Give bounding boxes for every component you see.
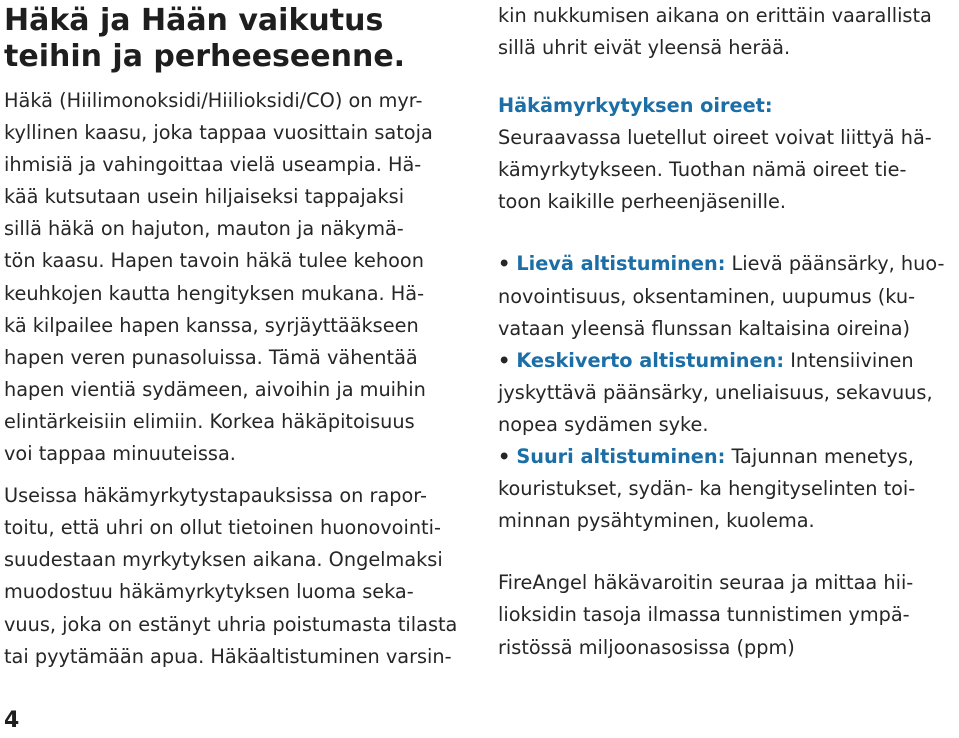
text-line: keuhkojen kautta hengityksen mukana. Hä- bbox=[4, 281, 425, 305]
symptom-label: Keskiverto altistuminen: bbox=[516, 348, 785, 372]
text-line: sillä uhrit eivät yleensä herää. bbox=[498, 36, 791, 60]
text-line: novointisuus, oksentaminen, uupumus (ku- bbox=[498, 284, 916, 308]
text-line: jyskyttävä päänsärky, uneliaisuus, sekavuus, bbox=[498, 380, 933, 404]
text-line: suudestaan myrkytyksen aikana. Ongelmaksi bbox=[4, 548, 443, 572]
list-item-severe bbox=[498, 441, 956, 473]
list-item-medium bbox=[498, 345, 956, 377]
text-line: Useissa häkämyrkytystapauksissa on rapor- bbox=[4, 484, 427, 508]
text-line: kää kutsutaan usein hiljaiseksi tappajaksi bbox=[4, 185, 405, 209]
symptom-text: Intensiivinen bbox=[784, 348, 914, 372]
fireangel-paragraph bbox=[498, 567, 956, 663]
text-line: toitu, että uhri on ollut tietoinen huonovointi- bbox=[4, 516, 441, 540]
symptom-text: Tajunnan menetys, bbox=[725, 445, 914, 469]
text-line: tön kaasu. Hapen tavoin häkä tulee kehoon bbox=[4, 249, 424, 273]
symptom-list bbox=[498, 248, 956, 537]
bullet-icon: • bbox=[498, 252, 511, 276]
symptoms-section bbox=[498, 90, 956, 218]
text-line: voi tappaa minuuteissa. bbox=[4, 442, 236, 466]
text-line: FireAngel häkävaroitin seuraa ja mittaa hii- bbox=[498, 571, 914, 595]
heading-line: teihin ja perheeseenne. bbox=[4, 39, 406, 74]
list-item-mild bbox=[498, 248, 956, 280]
text-line: lioksidin tasoja ilmassa tunnistimen ympä- bbox=[498, 603, 910, 627]
text-line: sillä häkä on hajuton, mauton ja näkymä- bbox=[4, 217, 404, 241]
text-line: kin nukkumisen aikana on erittäin vaarallista bbox=[498, 4, 932, 27]
right-column bbox=[498, 0, 956, 664]
text-line: kämyrkytykseen. Tuothan nämä oireet tie- bbox=[498, 158, 907, 182]
symptom-label: Suuri altistuminen: bbox=[516, 445, 726, 469]
bullet-icon: • bbox=[498, 348, 511, 372]
text-line: kouristukset, sydän- ka hengityselinten toi- bbox=[498, 477, 916, 501]
page-heading bbox=[4, 0, 474, 75]
text-line: vataan yleensä flunssan kaltaisina oireina) bbox=[498, 316, 911, 340]
symptom-text: Lievä päänsärky, huo- bbox=[725, 252, 945, 276]
text-line: elintärkeisiin elimiin. Korkea häkäpitoisuus bbox=[4, 409, 415, 433]
text-line: tai pyytämään apua. Häkäaltistuminen varsin- bbox=[4, 644, 452, 668]
text-line: vuus, joka on estänyt uhria poistumasta tilasta bbox=[4, 612, 458, 636]
symptoms-title: Häkämyrkytyksen oireet: bbox=[498, 94, 773, 118]
page-number: 4 bbox=[4, 708, 20, 733]
symptom-label: Lievä altistuminen: bbox=[516, 252, 726, 276]
text-line: ristössä miljoonasosissa (ppm) bbox=[498, 635, 795, 659]
intro-paragraph bbox=[4, 85, 474, 470]
second-paragraph bbox=[4, 480, 474, 673]
text-line: Seuraavassa luetellut oireet voivat liittyä hä- bbox=[498, 126, 932, 150]
left-column bbox=[4, 0, 474, 673]
text-line: toon kaikille perheenjäsenille. bbox=[498, 190, 786, 214]
text-line: nopea sydämen syke. bbox=[498, 412, 709, 436]
text-line: Häkä (Hiilimonoksidi/Hiilioksidi/CO) on myr- bbox=[4, 89, 423, 112]
text-line: kä kilpailee hapen kanssa, syrjäyttääkseen bbox=[4, 313, 419, 337]
text-line: kyllinen kaasu, joka tappaa vuosittain satoja bbox=[4, 121, 433, 145]
text-line: hapen vientiä sydämeen, aivoihin ja muihin bbox=[4, 377, 426, 401]
text-line: ihmisiä ja vahingoittaa vielä useampia. Hä- bbox=[4, 153, 422, 177]
heading-line: Häkä ja Hään vaikutus bbox=[4, 3, 384, 38]
text-line: hapen veren punasoluissa. Tämä vähentää bbox=[4, 345, 418, 369]
text-line: minnan pysähtyminen, kuolema. bbox=[498, 509, 815, 533]
continuation-paragraph bbox=[498, 0, 956, 64]
text-line: muodostuu häkämyrkytyksen luoma seka- bbox=[4, 580, 414, 604]
bullet-icon: • bbox=[498, 445, 511, 469]
